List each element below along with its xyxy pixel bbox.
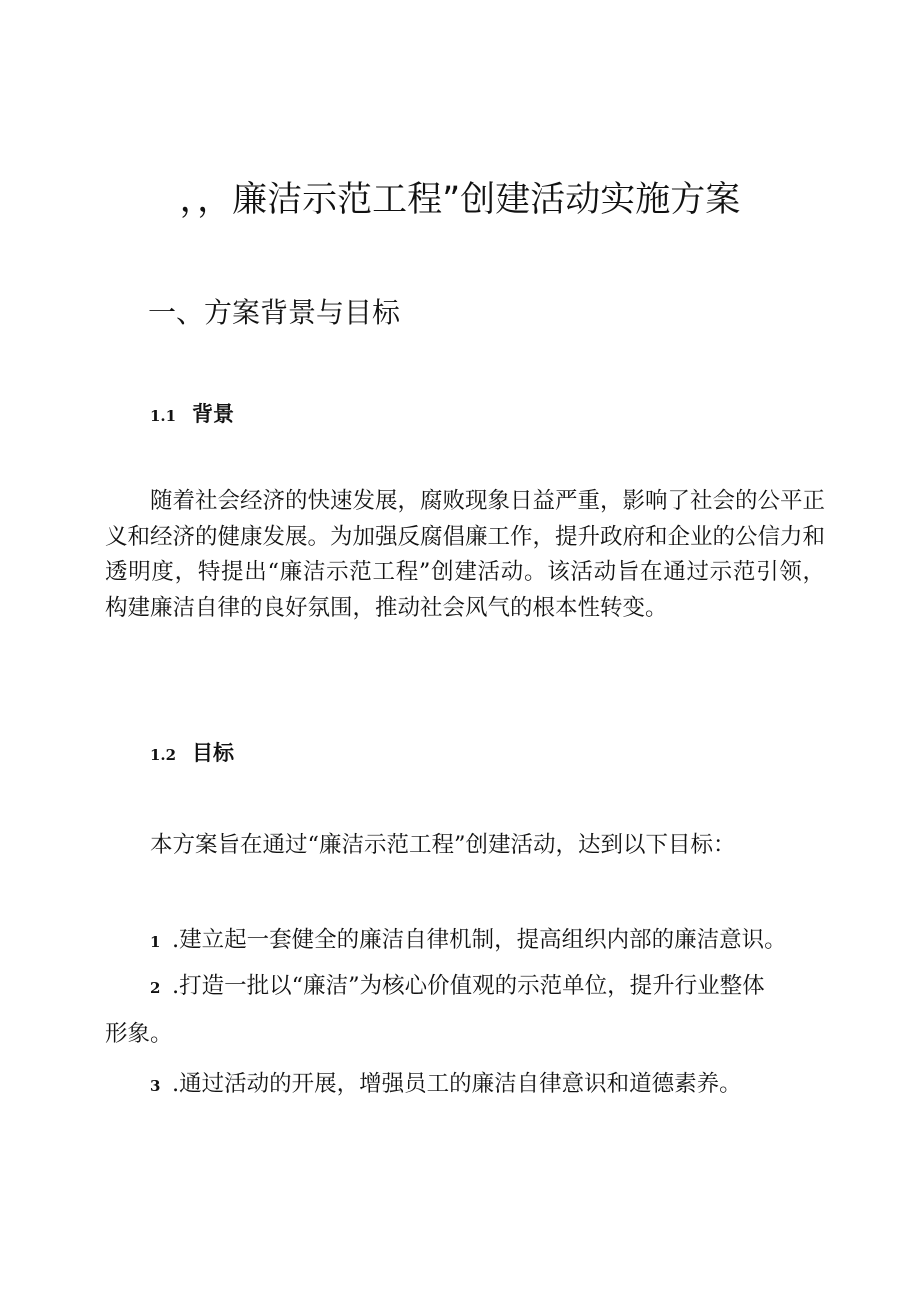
- subheading-number: 1.2: [150, 746, 177, 764]
- document-title: ，，廉洁示范工程”创建活动实施方案: [179, 180, 741, 220]
- subheading-background: [150, 398, 234, 428]
- list-item-number: 2: [150, 979, 161, 997]
- list-item: [150, 968, 765, 1000]
- subheading-number: 1.1: [150, 407, 177, 425]
- list-item-number: 1: [150, 933, 161, 951]
- subheading-label: 背景: [192, 401, 234, 426]
- subheading-goals: [150, 737, 234, 767]
- list-item-number: 3: [150, 1077, 161, 1095]
- list-item-text: .建立起一套健全的廉洁自律机制，提高组织内部的廉洁意识。: [172, 927, 787, 953]
- background-paragraph: 随着社会经济的快速发展，腐败现象日益严重，影响了社会的公平正义和经济的健康发展。为加强反腐倡廉工作，提升政府和企业的公信力和透明度，特提出“廉洁示范工程”创建活动。该活动旨在通过示范引领，构建廉洁自律的良好氛围，推动社会风气的根本性转变。: [105, 488, 826, 621]
- list-item-text: .通过活动的开展，增强员工的廉洁自律意识和道德素养。: [172, 1071, 742, 1097]
- list-item: [150, 1066, 742, 1098]
- list-item-continuation: 形象。: [105, 1021, 173, 1047]
- list-item: [150, 922, 787, 954]
- subheading-label: 目标: [192, 740, 234, 765]
- section-heading-background-goals: 一、方案背景与目标: [148, 296, 401, 329]
- list-item-text: .打造一批以“廉洁”为核心价值观的示范单位，提升行业整体: [172, 973, 765, 999]
- goals-intro: 本方案旨在通过“廉洁示范工程”创建活动，达到以下目标：: [150, 832, 736, 858]
